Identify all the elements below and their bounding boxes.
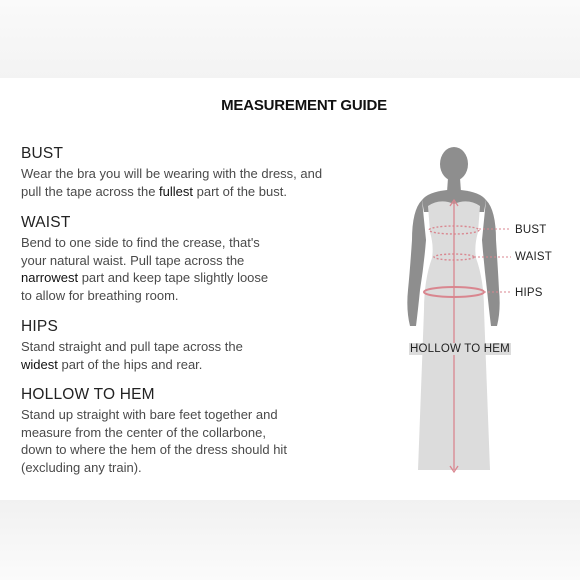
- emphasis-word: widest: [21, 356, 58, 372]
- text-line: your natural waist. Pull tape across the: [21, 252, 245, 268]
- page-title: MEASUREMENT GUIDE: [221, 97, 387, 114]
- text-line: part of the bust.: [193, 183, 287, 199]
- text-line: to allow for breathing room.: [21, 287, 179, 303]
- section-heading: BUST: [21, 145, 64, 162]
- text-line: Stand straight and pull tape across the: [21, 339, 243, 354]
- head-shape: [440, 147, 468, 181]
- text-line: Wear the bra you will be wearing with the dress, and: [21, 166, 323, 181]
- text-line: Stand up straight with bare feet together and: [21, 407, 278, 422]
- section-heading: HIPS: [21, 318, 58, 335]
- text-line: down to where the hem of the dress should hit: [21, 442, 287, 458]
- text-line: part of the hips and rear.: [57, 356, 203, 372]
- background-top: [0, 0, 580, 78]
- section-text: [21, 234, 351, 304]
- section-heading: WAIST: [21, 214, 71, 231]
- measurement-figure: [398, 140, 580, 480]
- section-text: [21, 406, 351, 476]
- section-text: [21, 165, 351, 200]
- section-bust: [21, 144, 351, 200]
- mannequin-illustration: [398, 140, 580, 480]
- text-line: pull the tape across the: [21, 183, 160, 199]
- text-line: measure from the center of the collarbone,: [21, 424, 266, 440]
- emphasis-word: narrowest: [21, 270, 79, 286]
- text-line: (excluding any train).: [21, 459, 142, 475]
- hips-label: HIPS: [515, 287, 543, 299]
- section-text: [21, 338, 351, 373]
- right-arm-shape: [482, 200, 500, 326]
- waist-label: WAIST: [515, 251, 552, 263]
- section-heading: HOLLOW TO HEM: [21, 386, 155, 403]
- neck-shape: [447, 178, 461, 192]
- section-hips: [21, 317, 351, 373]
- left-arm-shape: [407, 200, 426, 326]
- hollow-to-hem-label: HOLLOW TO HEM: [410, 343, 510, 355]
- bust-label: BUST: [515, 224, 547, 236]
- section-hollow-to-hem: [21, 385, 351, 476]
- background-bottom: [0, 500, 580, 580]
- emphasis-word: fullest: [159, 183, 193, 199]
- text-line: part and keep tape slightly loose: [78, 270, 269, 286]
- section-waist: [21, 213, 351, 304]
- text-line: Bend to one side to find the crease, that's: [21, 235, 260, 250]
